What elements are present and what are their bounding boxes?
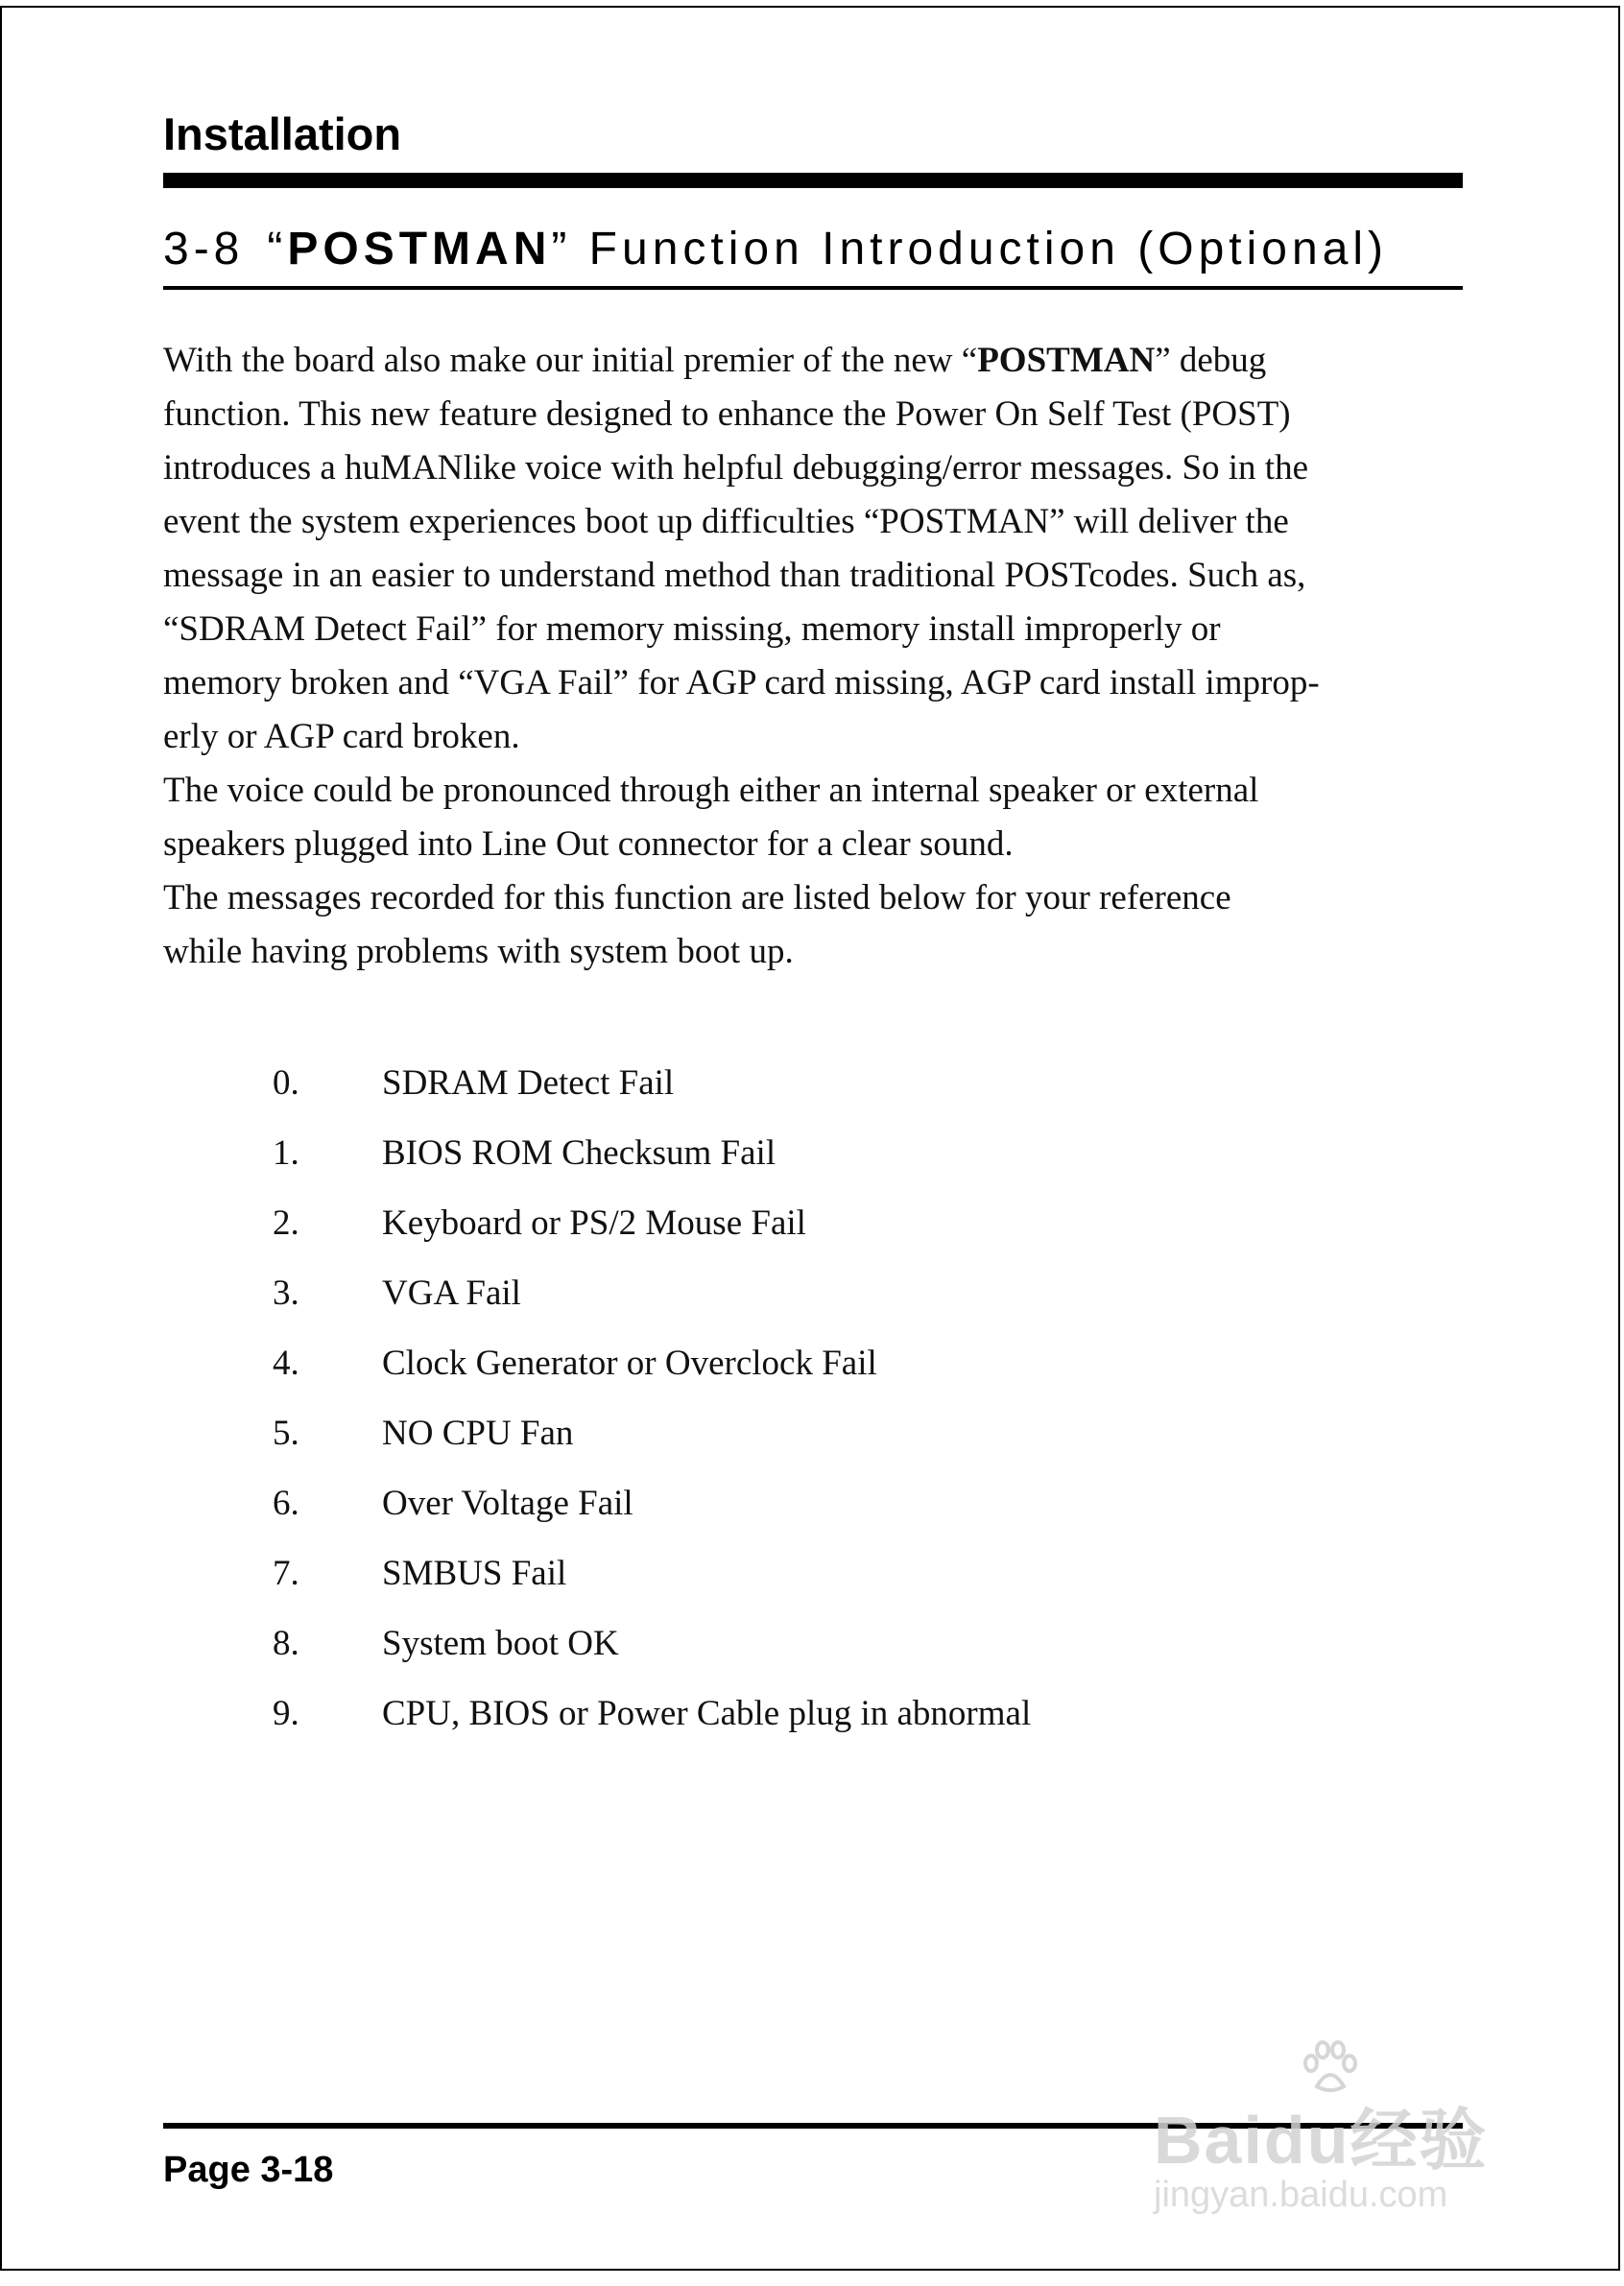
list-item-number: 5.	[273, 1414, 299, 1453]
manual-page	[0, 6, 1620, 2271]
list-item	[273, 1398, 1031, 1468]
body-line1-bold: POSTMAN	[977, 341, 1156, 380]
list-item-text: Keyboard or PS/2 Mouse Fail	[382, 1203, 806, 1243]
list-item-number: 4.	[273, 1344, 299, 1383]
list-item-text: VGA Fail	[382, 1274, 521, 1313]
heading-keyword: POSTMAN	[287, 224, 552, 274]
body-line	[163, 334, 1469, 388]
list-item-number: 2.	[273, 1203, 299, 1243]
list-item	[273, 1188, 1031, 1258]
list-item-text: System boot OK	[382, 1624, 619, 1663]
list-item-number: 1.	[273, 1133, 299, 1173]
list-item-text: Over Voltage Fail	[382, 1484, 633, 1523]
list-item	[273, 1538, 1031, 1608]
heading-title-rest: ” Function Introduction (Optional)	[551, 224, 1389, 274]
list-item	[273, 1258, 1031, 1328]
body-line: “SDRAM Detect Fail” for memory missing, memory install improperly or	[163, 609, 1221, 649]
header-rule	[163, 173, 1463, 188]
list-item	[273, 1468, 1031, 1538]
section-label: Installation	[163, 108, 402, 159]
page-number: Page 3-18	[163, 2150, 334, 2190]
watermark-url: jingyan.baidu.com	[1154, 2175, 1448, 2215]
postman-message-list	[273, 1048, 1031, 1749]
body-line: function. This new feature designed to enhance the Power On Self Test (POST)	[163, 394, 1291, 434]
body-line: memory broken and “VGA Fail” for AGP card missing, AGP card install improp-	[163, 663, 1320, 702]
body-line1-pre: With the board also make our initial premier of the new “	[163, 341, 978, 380]
list-item-number: 7.	[273, 1554, 299, 1593]
list-item-number: 8.	[273, 1624, 299, 1663]
body-line: introduces a huMANlike voice with helpful debugging/error messages. So in the	[163, 448, 1308, 488]
body-line: erly or AGP card broken.	[163, 717, 520, 756]
body-line: message in an easier to understand method than traditional POSTcodes. Such as,	[163, 556, 1306, 595]
section-number: 3-8	[163, 224, 245, 274]
heading-open-quote: “	[267, 224, 288, 274]
heading-rule	[163, 286, 1463, 290]
list-item-text: BIOS ROM Checksum Fail	[382, 1133, 776, 1173]
baidu-watermark	[1150, 2038, 1534, 2230]
list-item-number: 3.	[273, 1274, 299, 1313]
list-item	[273, 1048, 1031, 1118]
body-line: The messages recorded for this function are listed below for your reference	[163, 878, 1231, 917]
list-item	[273, 1608, 1031, 1679]
section-heading	[163, 223, 1388, 275]
list-item-text: CPU, BIOS or Power Cable plug in abnormal	[382, 1694, 1032, 1733]
list-item-text: NO CPU Fan	[382, 1414, 574, 1453]
list-item	[273, 1118, 1031, 1188]
body-line: The voice could be pronounced through either an internal speaker or external	[163, 771, 1259, 810]
body-line1-post: ” debug	[1155, 341, 1267, 380]
body-line: while having problems with system boot up.	[163, 932, 794, 971]
list-item-number: 6.	[273, 1484, 299, 1523]
intro-text	[163, 334, 1469, 979]
body-line: speakers plugged into Line Out connector for a clear sound.	[163, 824, 1014, 864]
watermark-brand: Baidu经验	[1154, 2103, 1489, 2178]
list-item	[273, 1679, 1031, 1749]
list-item-number: 9.	[273, 1694, 299, 1733]
body-line: event the system experiences boot up difficulties “POSTMAN” will deliver the	[163, 502, 1289, 541]
list-item-text: Clock Generator or Overclock Fail	[382, 1344, 877, 1383]
list-item-number: 0.	[273, 1063, 299, 1103]
list-item	[273, 1328, 1031, 1398]
list-item-text: SMBUS Fail	[382, 1554, 567, 1593]
list-item-text: SDRAM Detect Fail	[382, 1063, 675, 1103]
